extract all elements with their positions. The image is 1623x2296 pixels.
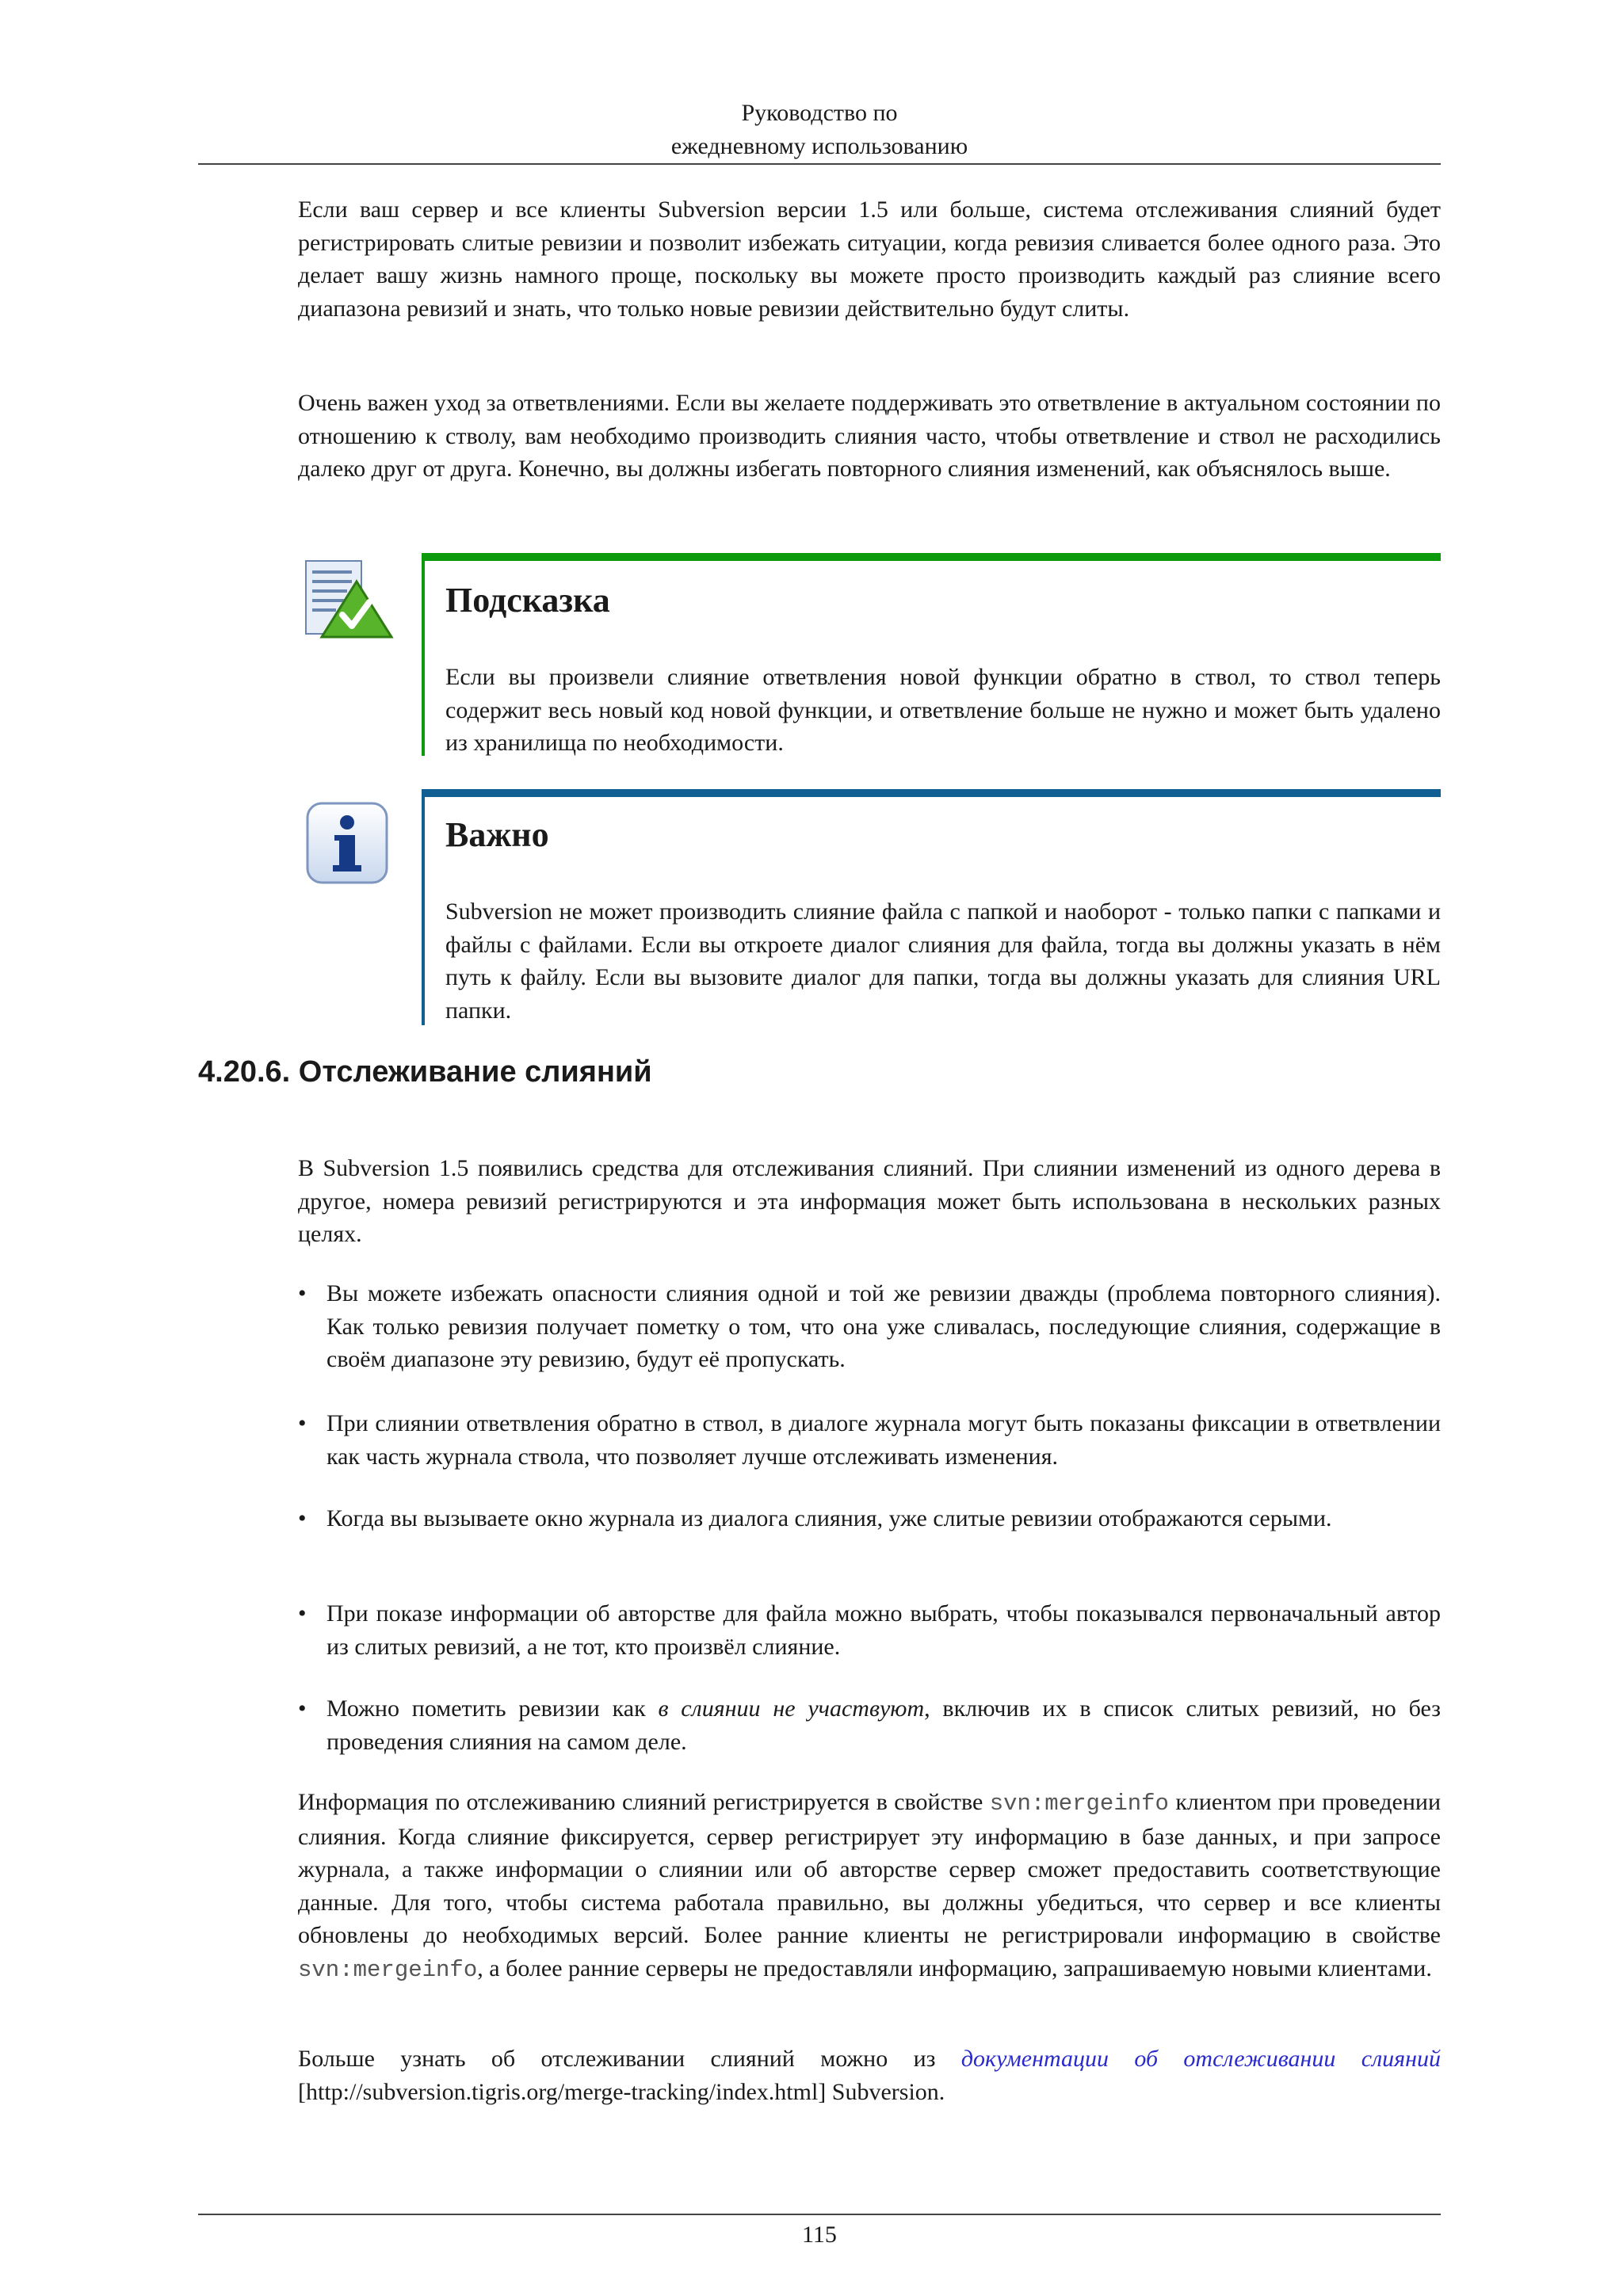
bullet-marker: • xyxy=(298,1280,307,1306)
bullet-marker: • xyxy=(298,1600,307,1627)
list-item-text: Когда вы вызываете окно журнала из диалога слияния, уже слитые ревизии отображаются серыми. xyxy=(327,1505,1332,1531)
paragraph-branch-care: Очень важен уход за ответвлениями. Если вы желаете поддерживать это ответвление в актуальном состоянии по отношению к стволу, вам необходимо производить слияния часто, чтобы ответвление и ствол не расходились далеко друг от друга. Конечно, вы должны избегать повторного слияния изменений, как объяснялось выше. xyxy=(298,390,1441,482)
running-header xyxy=(198,97,1441,163)
merge-tracking-docs-link[interactable]: документации об отслеживании слияний xyxy=(960,2046,1441,2072)
emphasis-not-merged: в слиянии не участвуют xyxy=(658,1695,925,1722)
para5-text-1: Больше узнать об отслеживании слияний можно из xyxy=(298,2046,961,2072)
list-item-text: При показе информации об авторстве для файла можно выбрать, чтобы показывался первоначальный автор из слитых ревизий, а не тот, кто произвёл слияние. xyxy=(327,1600,1441,1660)
important-text: Subversion не может производить слияние файла с папкой и наоборот - только папки с папками и файлы с файлами. Если вы откроете диалог слияния для файла, тогда вы должны указать в нём путь к файлу. Если вы вызовите диалог для папки, тогда вы должны указать для слияния URL папки. xyxy=(445,898,1441,1024)
list-item-text-pre: Можно пометить ревизии как xyxy=(327,1695,659,1722)
code-svn-mergeinfo: svn:mergeinfo xyxy=(989,1791,1169,1817)
header-line-2: ежедневному использованию xyxy=(670,133,968,159)
list-item xyxy=(298,1597,1441,1663)
bullet-marker: • xyxy=(298,1410,307,1436)
header-rule xyxy=(198,163,1441,165)
list-item xyxy=(298,1407,1441,1473)
code-svn-mergeinfo-2: svn:mergeinfo xyxy=(298,1956,478,1983)
paragraph-more-info xyxy=(298,2042,1441,2108)
list-item-text-post: , включив их в список слитых ревизий, но без проведения слияния на самом деле. xyxy=(327,1695,1441,1755)
document-check-icon xyxy=(301,558,396,657)
header-line-1: Руководство по xyxy=(741,100,898,126)
info-icon xyxy=(304,800,390,890)
important-title: Важно xyxy=(445,815,549,854)
bullet-marker: • xyxy=(298,1695,307,1722)
tip-box xyxy=(422,553,1441,756)
tip-title: Подсказка xyxy=(445,581,610,620)
para4-text-2: клиентом при проведении слияния. Когда слияние фиксируется, сервер регистрирует эту информацию в базе данных, и при запросе журнала, а также информации о слиянии или об авторстве сервер сможет предоставить соответствующие данные. Для того, чтобы система работала правильно, вы должны убедиться, что сервер и все клиенты обновлены до необходимых версий. Более ранние клиенты не регистрировали информацию в свойстве xyxy=(298,1789,1442,1948)
page-number: 115 xyxy=(802,2222,837,2248)
section-heading: 4.20.6. Отслеживание слияний xyxy=(198,1055,652,1089)
list-item xyxy=(298,1692,1441,1758)
footer-rule xyxy=(198,2214,1441,2215)
list-item xyxy=(298,1502,1441,1535)
paragraph-merge-tracking-intro: Если ваш сервер и все клиенты Subversion версии 1.5 или больше, система отслеживания слияний будет регистрировать слитые ревизии и позволит избежать ситуации, когда ревизия сливается более одного раза. Это делает вашу жизнь намного проще, поскольку вы можете просто производить каждый раз слияние всего диапазона ревизий и знать, что только новые ревизии действительно будут слиты. xyxy=(298,196,1441,322)
paragraph-mergeinfo xyxy=(298,1786,1441,1986)
para4-text-1: Информация по отслеживанию слияний регистрируется в свойстве xyxy=(298,1789,990,1815)
bullet-marker: • xyxy=(298,1505,307,1531)
para4-text-3: , а более ранние серверы не предоставляли информацию, запрашиваемую новыми клиентами. xyxy=(477,1955,1432,1981)
paragraph-merge-tracking-features: В Subversion 1.5 появились средства для отслеживания слияний. При слиянии изменений из одного дерева в другое, номера ревизий регистрируются и эта информация может быть использована в нескольких разных целях. xyxy=(298,1155,1441,1247)
list-item xyxy=(298,1277,1441,1376)
para5-text-2: [http://subversion.tigris.org/merge-tracking/index.html] Subversion. xyxy=(298,2078,945,2105)
tip-text: Если вы произвели слияние ответвления новой функции обратно в ствол, то ствол теперь содержит весь новый код новой функции, и ответвление больше не нужно и может быть удалено из хранилища по необходимости. xyxy=(445,664,1441,756)
list-item-text: Вы можете избежать опасности слияния одной и той же ревизии дважды (проблема повторного слияния). Как только ревизия получает пометку о том, что она уже сливалась, последующие слияния, содержащие в своём диапазоне эту ревизию, будут её пропускать. xyxy=(327,1280,1441,1372)
important-box xyxy=(422,789,1441,1025)
list-item-text: При слиянии ответвления обратно в ствол, в диалоге журнала могут быть показаны фиксации в ответвлении как часть журнала ствола, что позволяет лучше отслеживать изменения. xyxy=(327,1410,1441,1470)
